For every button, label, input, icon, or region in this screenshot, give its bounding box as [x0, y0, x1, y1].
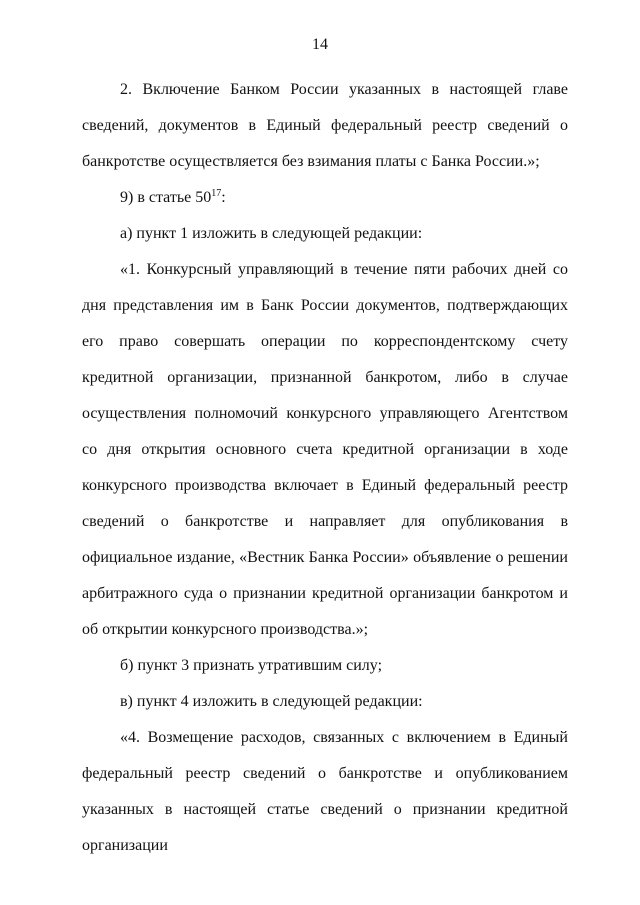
article-colon: : — [221, 189, 226, 206]
paragraph-clause-1-text: «1. Конкурсный управляющий в течение пяти рабочих дней со дня представления им в Банк России документов, подтверждающих его право совершать операции по корреспондентскому счету кредитной организации, признанной банкротом, либо в случае осуществления полномочий конкурсного управляющего Агентством со дня открытия основного счета кредитной организации в ходе конкурсного производства включает в Единый федеральный реестр сведений о банкротстве и направляет для опубликования в официальное издание, «Вестник Банка России» объявление о решении арбитражного суда о признании кредитной организации банкротом и об открытии конкурсного производства.»; — [82, 261, 568, 638]
paragraph-item-b: б) пункт 3 признать утратившим силу; — [120, 657, 383, 674]
paragraph-clause-2: 2. Включение Банком России указанных в настоящей главе сведений, документов в Единый федеральный реестр сведений о банкротстве осуществляется без взимания платы с Банка России.»; — [82, 81, 568, 170]
paragraph-article-50-17 — [82, 180, 568, 216]
article-superscript: 17 — [211, 188, 222, 199]
article-reference: 9) в статье 50 — [120, 189, 212, 206]
paragraph-item-a: а) пункт 1 изложить в следующей редакции: — [120, 225, 423, 242]
paragraph-item-v: в) пункт 4 изложить в следующей редакции: — [120, 693, 423, 710]
page-number: 14 — [312, 36, 328, 53]
document-body — [82, 72, 568, 864]
paragraph-clause-4-text: «4. Возмещение расходов, связанных с включением в Единый федеральный реестр сведений о банкротстве и опубликованием указанных в настоящей статье сведений о признании кредитной организации — [82, 729, 568, 854]
